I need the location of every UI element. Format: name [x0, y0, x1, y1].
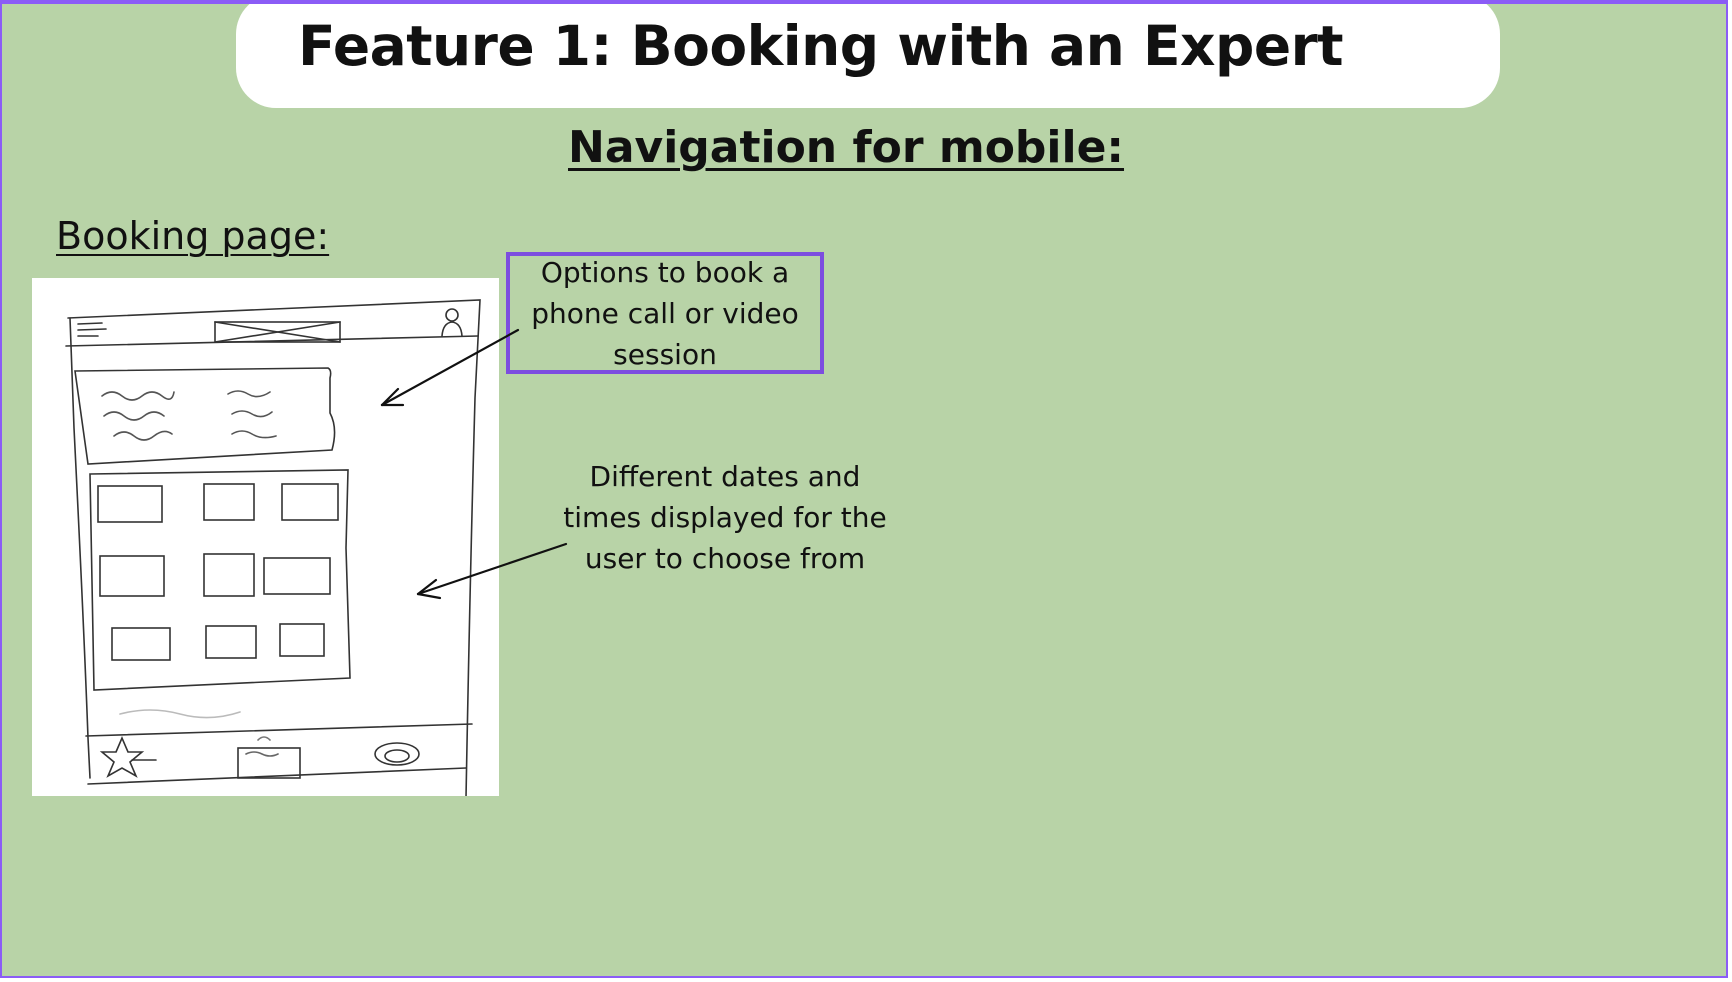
star-icon: [102, 738, 142, 776]
header-divider: [66, 336, 478, 346]
calendar-icon: [238, 748, 300, 778]
options-panel: [75, 368, 335, 464]
title-bar: [236, 0, 1500, 108]
dates-grid-panel: [90, 470, 350, 690]
wireframe-svg: [32, 278, 499, 796]
profile-icon: [442, 309, 462, 336]
booking-page-wireframe-sketch: [32, 278, 499, 796]
options-scribbles: [102, 391, 276, 440]
phone-outline: [68, 300, 480, 796]
slide-title: Feature 1: Booking with an Expert: [298, 14, 1344, 78]
header-logo-box: [215, 322, 340, 342]
booking-page-label: Booking page:: [56, 214, 330, 258]
bottom-nav-divider: [86, 724, 472, 736]
date-slots: [98, 484, 338, 660]
slide-subtitle: Navigation for mobile:: [568, 122, 1125, 173]
callout-booking-options: [506, 252, 824, 374]
chat-icon: [375, 743, 419, 765]
callout-booking-options-text: Options to book a phone call or video session: [531, 255, 799, 371]
menu-icon: [78, 323, 106, 336]
faint-scribble: [120, 710, 240, 718]
callout-dates-times-text: Different dates and times displayed for the user to choose from: [563, 460, 887, 575]
